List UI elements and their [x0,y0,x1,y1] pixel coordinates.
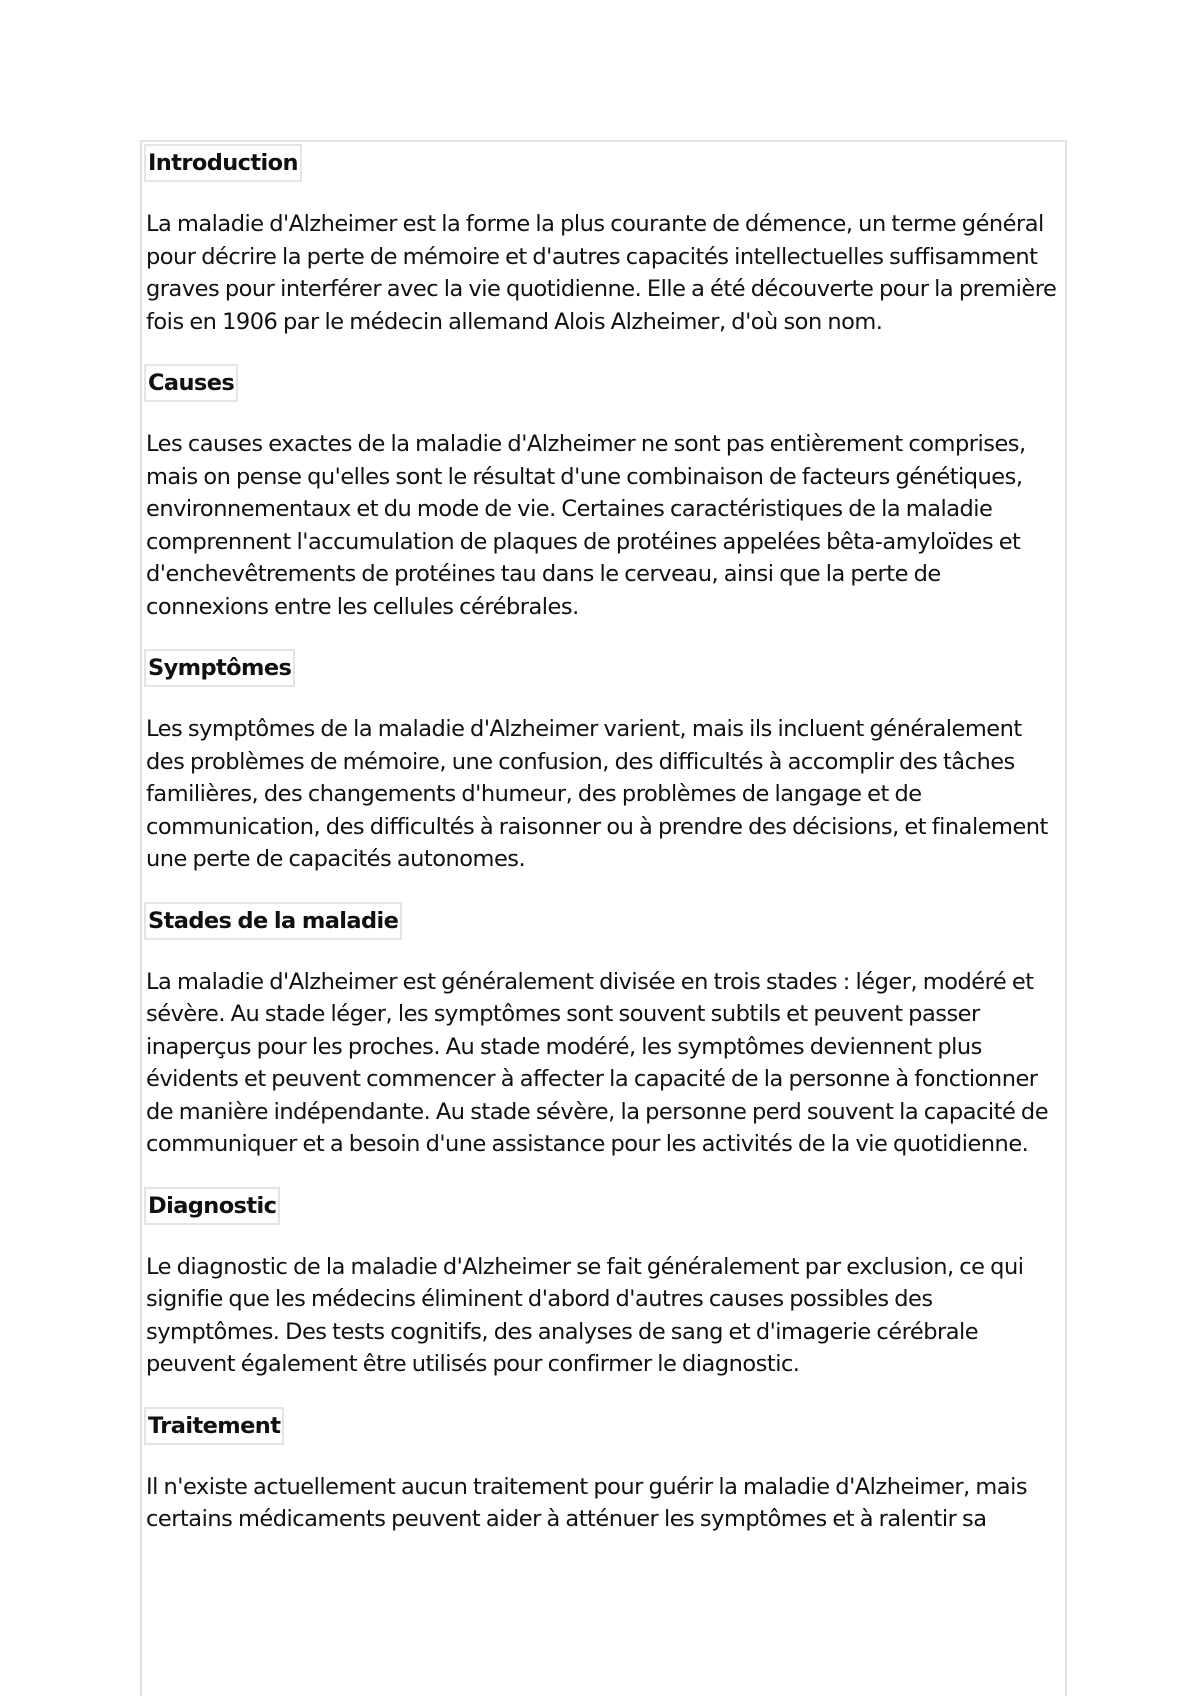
section-heading: Causes [144,364,238,402]
document-content [146,144,1064,1562]
section-paragraph: Le diagnostic de la maladie d'Alzheimer se fait généralement par exclusion, ce qui signifie que les médecins éliminent d'abord d'autres causes possibles des symptômes. Des tests cognitifs, des analyses de sang et d'imagerie cérébrale peuvent également être utilisés pour confirmer le diagnostic. [146,1253,1024,1377]
section-heading: Diagnostic [144,1187,280,1225]
section-heading: Traitement [144,1407,284,1445]
section-paragraph: Les symptômes de la maladie d'Alzheimer varient, mais ils incluent généralement des problèmes de mémoire, une confusion, des difficultés à accomplir des tâches familières, des changements d'humeur, des problèmes de langage et de communication, des difficultés à raisonner ou à prendre des décisions, et finalement une perte de capacités autonomes. [146,716,1048,872]
section-paragraph: Les causes exactes de la maladie d'Alzheimer ne sont pas entièrement comprises, mais on pense qu'elles sont le résultat d'une combinaison de facteurs génétiques, environnementaux et du mode de vie. Certaines caractéristiques de la maladie comprennent l'accumulation de plaques de protéines appelées bêta-amyloïdes et d'enchevêtrements de protéines tau dans le cerveau, ainsi que la perte de connexions entre les cellules cérébrales. [146,431,1026,620]
section-paragraph: Il n'existe actuellement aucun traitement pour guérir la maladie d'Alzheimer, mais certains médicaments peuvent aider à atténuer les symptômes et à ralentir sa [146,1473,1028,1532]
document-frame [140,140,1067,1696]
section-heading: Introduction [144,144,302,182]
section-diagnostic [146,1187,1064,1381]
section-paragraph: La maladie d'Alzheimer est généralement divisée en trois stades : léger, modéré et sévère. Au stade léger, les symptômes sont souvent subtils et peuvent passer inaperçus pour les proches. Au stade modéré, les symptômes deviennent plus évidents et peuvent commencer à affecter la capacité de la personne à fonctionner de manière indépendante. Au stade sévère, la personne perd souvent la capacité de communiquer et a besoin d'une assistance pour les activités de la vie quotidienne. [146,968,1049,1157]
section-traitement [146,1407,1064,1536]
section-stades [146,902,1064,1161]
section-introduction [146,144,1064,338]
section-symptomes [146,649,1064,876]
section-heading: Stades de la maladie [144,902,402,940]
section-causes [146,364,1064,623]
section-heading: Symptômes [144,649,295,687]
section-paragraph: La maladie d'Alzheimer est la forme la plus courante de démence, un terme général pour décrire la perte de mémoire et d'autres capacités intellectuelles suffisamment graves pour interférer avec la vie quotidienne. Elle a été découverte pour la première fois en 1906 par le médecin allemand Alois Alzheimer, d'où son nom. [146,211,1057,335]
